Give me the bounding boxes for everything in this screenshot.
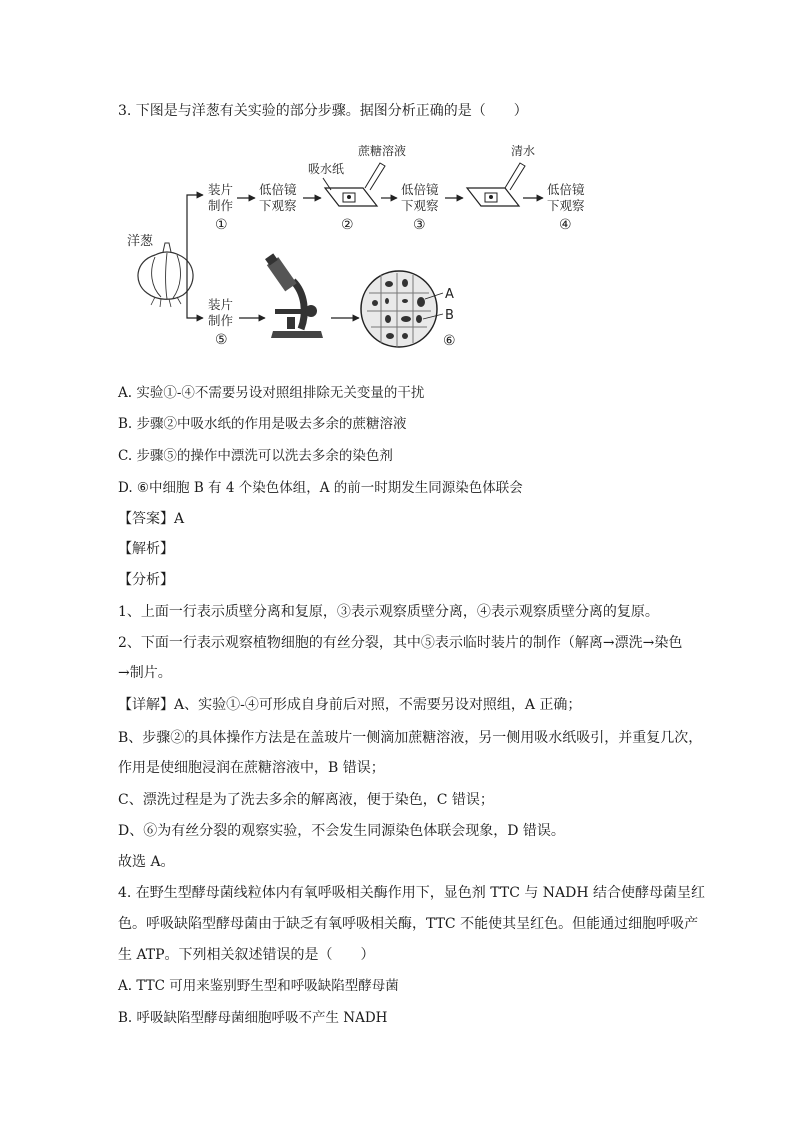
option-d: D. ⑥中细胞 B 有 4 个染色体组，A 的前一时期发生同源染色体联会	[118, 480, 523, 496]
step-5-line-1: 装片	[208, 297, 234, 312]
question-4-stem-2: 色。呼吸缺陷型酵母菌由于缺乏有氧呼吸相关酶，TTC 不能使其呈红色。但能通过细胞呼吸产	[118, 916, 699, 932]
q4-option-a: A. TTC 可用来鉴别野生型和呼吸缺陷型酵母菌	[118, 978, 399, 994]
observe-a-line-2: 下观察	[259, 198, 297, 213]
detail-b: B、步骤②的具体操作方法是在盖玻片一侧滴加蔗糖溶液，另一侧用吸水纸吸引，并重复几次，	[118, 730, 703, 746]
analysis-point-2: 2、下面一行表示观察植物细胞的有丝分裂，其中⑤表示临时装片的制作（解离→漂洗→染色	[118, 635, 683, 651]
q4-option-b: B. 呼吸缺陷型酵母菌细胞呼吸不产生 NADH	[118, 1010, 388, 1026]
analysis-title: 【解析】	[118, 541, 174, 557]
onion-illustration	[127, 233, 193, 307]
slide-with-water	[467, 143, 535, 206]
observe-c-line-2: 下观察	[547, 198, 585, 213]
analysis-subtitle: 【分析】	[118, 572, 174, 588]
detail-c: C、漂洗过程是为了洗去多余的解离液，便于染色，C 错误；	[118, 792, 494, 808]
step-5-make-slide	[208, 297, 234, 348]
step-5-line-2: 制作	[208, 313, 234, 328]
observe-b-line-1: 低倍镜	[401, 182, 439, 197]
step-3-number: ③	[413, 217, 426, 233]
question-4-stem: 4. 在野生型酵母菌线粒体内有氧呼吸相关酶作用下，显色剂 TTC 与 NADH 结合使酵母菌呈红	[118, 885, 706, 901]
conclusion: 故选 A。	[118, 854, 175, 870]
observe-step-c	[547, 182, 585, 233]
onion-experiment-diagram	[125, 133, 615, 358]
step-5-number: ⑤	[215, 332, 228, 348]
observe-step-b	[401, 182, 439, 233]
analysis-point-1: 1、上面一行表示质壁分离和复原，③表示观察质壁分离，④表示观察质壁分离的复原。	[118, 604, 659, 620]
absorb-paper-label: 吸水纸	[308, 162, 345, 176]
sucrose-label: 蔗糖溶液	[358, 144, 407, 158]
question-3-stem: 3. 下图是与洋葱有关实验的部分步骤。据图分析正确的是（ ）	[118, 103, 528, 119]
detail-d: D、⑥为有丝分裂的观察实验，不会发生同源染色体联会现象，D 错误。	[118, 823, 565, 839]
detail-b-cont: 作用是使细胞浸润在蔗糖溶液中，B 错误；	[118, 760, 385, 776]
onion-label: 洋葱	[127, 234, 154, 249]
cell-label-b: B	[445, 308, 454, 323]
step-6-number: ⑥	[443, 333, 456, 349]
step-1-line-2: 制作	[208, 198, 234, 213]
step-1-make-slide	[208, 182, 234, 233]
detail-a: 【详解】A、实验①-④可形成自身前后对照，不需要另设对照组，A 正确；	[118, 697, 582, 713]
microscope-icon	[263, 252, 323, 338]
option-b: B. 步骤②中吸水纸的作用是吸去多余的蔗糖溶液	[118, 416, 407, 432]
observe-c-line-1: 低倍镜	[547, 182, 585, 197]
step-1-line-1: 装片	[208, 182, 234, 197]
step-1-number: ①	[215, 217, 228, 233]
observe-b-line-2: 下观察	[401, 198, 439, 213]
answer: 【答案】A	[118, 511, 185, 527]
observe-a-line-1: 低倍镜	[259, 182, 297, 197]
question-4-stem-3: 生 ATP。下列相关叙述错误的是（ ）	[118, 947, 375, 963]
analysis-point-2-cont: →制片。	[118, 665, 172, 681]
cell-micrograph	[361, 271, 456, 349]
water-label: 清水	[511, 144, 536, 158]
observe-step-a	[259, 182, 297, 213]
option-a: A. 实验①-④不需要另设对照组排除无关变量的干扰	[118, 385, 425, 401]
step-4-number: ④	[559, 217, 572, 233]
cell-label-a: A	[445, 287, 454, 302]
option-c: C. 步骤⑤的操作中漂洗可以洗去多余的染色剂	[118, 448, 393, 464]
slide-with-sucrose	[308, 143, 406, 233]
step-2-number: ②	[341, 217, 354, 233]
